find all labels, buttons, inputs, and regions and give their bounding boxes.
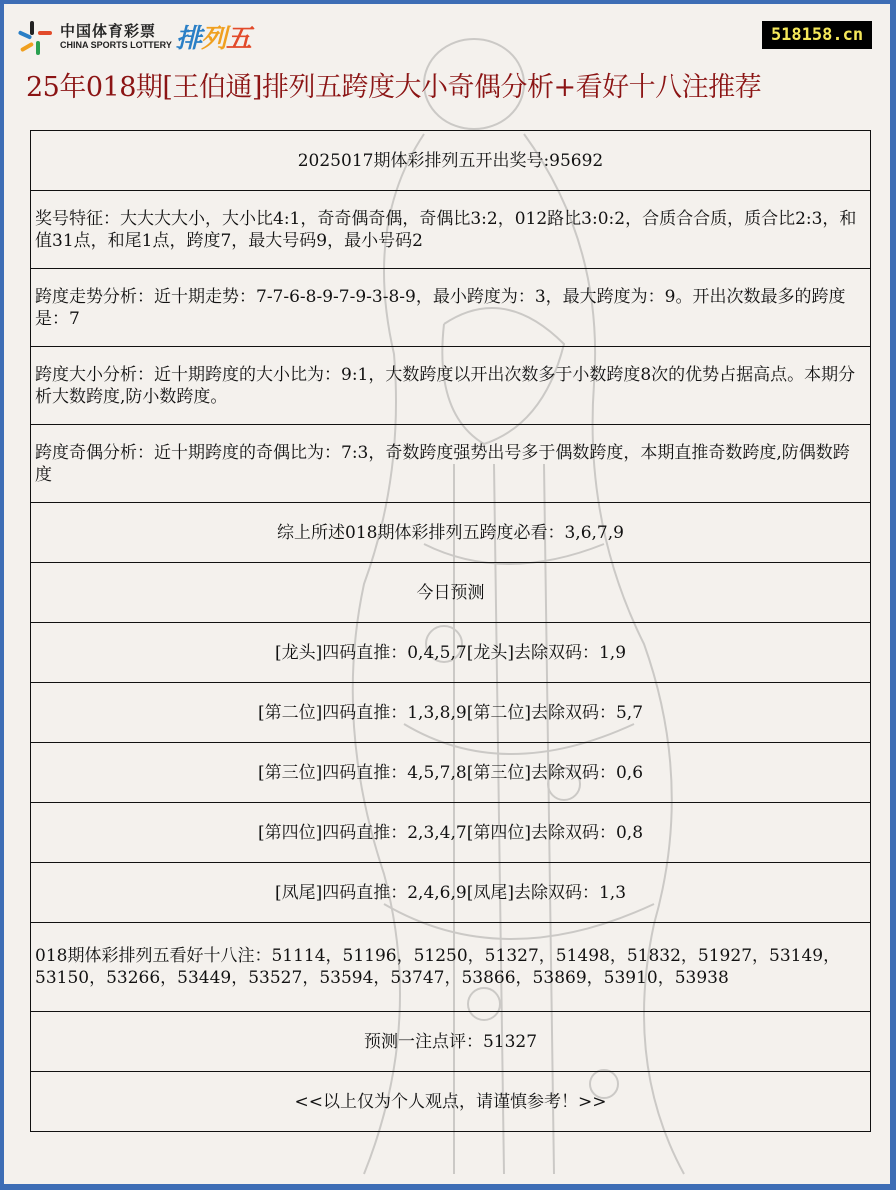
lottery-star-icon [18, 19, 54, 55]
site-domain-badge[interactable]: 518158.cn [762, 21, 872, 49]
page-title: 25年018期[王伯通]排列五跨度大小奇偶分析+看好十八注推荐 [26, 72, 762, 103]
single-pick-comment: 预测一注点评：51327 [31, 1012, 871, 1072]
span-conclusion: 综上所述018期体彩排列五跨度必看：3,6,7,9 [31, 503, 871, 563]
position-2-prediction: [第二位]四码直推：1,3,8,9[第二位]去除双码：5,7 [31, 683, 871, 743]
draw-features: 奖号特征：大大大大小，大小比4:1，奇奇偶奇偶，奇偶比3:2，012路比3:0:2，合质合合质，质合比2:3，和值31点，和尾1点，跨度7，最大号码9，最小号码2 [31, 191, 871, 269]
pailie5-brand-logo: 排列五 [175, 24, 251, 54]
analysis-table [30, 130, 871, 1132]
header [4, 4, 890, 68]
previous-draw-result: 2025017期体彩排列五开出奖号:95692 [31, 131, 871, 191]
logo-chinese-text: 中国体育彩票 [60, 21, 157, 40]
span-parity-analysis: 跨度奇偶分析：近十期跨度的奇偶比为：7:3，奇数跨度强势出号多于偶数跨度，本期直推奇数跨度,防偶数跨度 [31, 425, 871, 503]
today-prediction-heading: 今日预测 [31, 563, 871, 623]
position-5-prediction: [凤尾]四码直推：2,4,6,9[凤尾]去除双码：1,3 [31, 863, 871, 923]
logo-english-text: CHINA SPORTS LOTTERY [60, 39, 172, 50]
span-size-analysis: 跨度大小分析：近十期跨度的大小比为：9:1，大数跨度以开出次数多于小数跨度8次的优势占据高点。本期分析大数跨度,防小数跨度。 [31, 347, 871, 425]
eighteen-picks-list: 018期体彩排列五看好十八注：51114，51196，51250，51327，51498，51832，51927，53149，53150，53266，53449，53527，53594，53747，53866，53869，53910，53938 [31, 923, 871, 1012]
position-1-prediction: [龙头]四码直推：0,4,5,7[龙头]去除双码：1,9 [31, 623, 871, 683]
span-trend-analysis: 跨度走势分析：近十期走势：7-7-6-8-9-7-9-3-8-9，最小跨度为：3，最大跨度为：9。开出次数最多的跨度是：7 [31, 269, 871, 347]
position-3-prediction: [第三位]四码直推：4,5,7,8[第三位]去除双码：0,6 [31, 743, 871, 803]
page-frame [4, 4, 890, 1184]
position-4-prediction: [第四位]四码直推：2,3,4,7[第四位]去除双码：0,8 [31, 803, 871, 863]
disclaimer: <<以上仅为个人观点，请谨慎参考！>> [31, 1072, 871, 1132]
china-sports-lottery-logo [18, 18, 251, 55]
